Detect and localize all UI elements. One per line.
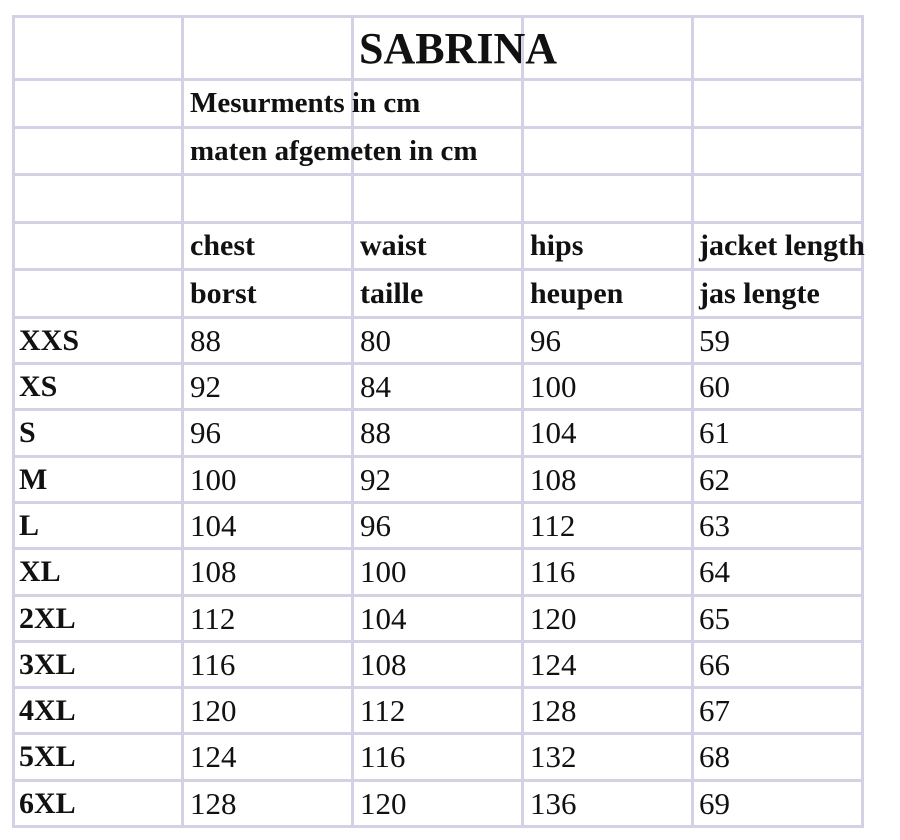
size-label: 6XL — [19, 787, 76, 820]
table-cell: 112 — [530, 508, 576, 543]
table-cell: 116 — [360, 739, 406, 774]
table-cell: 120 — [360, 786, 407, 821]
table-cell: 112 — [360, 693, 406, 728]
table-cell: 124 — [530, 647, 577, 682]
table-cell: 100 — [530, 369, 577, 404]
size-label: 5XL — [19, 740, 76, 773]
column-header-borst: borst — [190, 277, 257, 310]
grid-line — [12, 594, 864, 597]
grid-line — [12, 732, 864, 735]
table-cell: 92 — [190, 369, 221, 404]
table-cell: 68 — [699, 739, 730, 774]
table-cell: 66 — [699, 647, 730, 682]
table-cell: 108 — [360, 647, 407, 682]
table-cell: 88 — [360, 415, 391, 450]
table-cell: 65 — [699, 601, 730, 636]
column-header-taille: taille — [360, 277, 424, 310]
table-cell: 60 — [699, 369, 730, 404]
grid-line — [12, 221, 864, 224]
table-cell: 80 — [360, 323, 391, 358]
table-cell: 59 — [699, 323, 730, 358]
table-cell: 92 — [360, 462, 391, 497]
table-cell: 112 — [190, 601, 236, 636]
column-header-hips: hips — [530, 229, 584, 262]
table-cell: 104 — [190, 508, 237, 543]
grid-line — [12, 408, 864, 411]
grid-line — [12, 547, 864, 550]
grid-line — [12, 686, 864, 689]
table-cell: 100 — [360, 554, 407, 589]
table-cell: 69 — [699, 786, 730, 821]
table-cell: 100 — [190, 462, 237, 497]
grid-line — [12, 455, 864, 458]
table-cell: 116 — [190, 647, 236, 682]
table-cell: 96 — [360, 508, 391, 543]
grid-line — [521, 15, 524, 826]
grid-line — [12, 779, 864, 782]
grid-line — [12, 501, 864, 504]
table-cell: 104 — [360, 601, 407, 636]
table-cell: 62 — [699, 462, 730, 497]
grid-line — [12, 173, 864, 176]
column-header-jas-lengte: jas lengte — [699, 277, 820, 310]
table-cell: 64 — [699, 554, 730, 589]
subtitle-english: Mesurments in cm — [190, 87, 421, 119]
grid-line — [12, 78, 864, 81]
grid-line — [12, 640, 864, 643]
table-cell: 96 — [530, 323, 561, 358]
grid-line — [12, 825, 864, 828]
table-cell: 84 — [360, 369, 391, 404]
size-label: 3XL — [19, 648, 76, 681]
grid-line — [12, 15, 15, 826]
column-header-heupen: heupen — [530, 277, 624, 310]
table-cell: 88 — [190, 323, 221, 358]
size-label: 4XL — [19, 694, 76, 727]
table-cell: 63 — [699, 508, 730, 543]
size-label: M — [19, 463, 48, 496]
table-cell: 132 — [530, 739, 577, 774]
size-label: 2XL — [19, 602, 76, 635]
grid-line — [12, 268, 864, 271]
grid-line — [861, 15, 864, 826]
grid-line — [12, 316, 864, 319]
page-title: SABRINA — [359, 24, 558, 73]
grid-line — [691, 15, 694, 826]
table-cell: 96 — [190, 415, 221, 450]
table-cell: 128 — [190, 786, 237, 821]
table-cell: 124 — [190, 739, 237, 774]
column-header-jacket-length: jacket length — [699, 229, 865, 262]
grid-line — [12, 362, 864, 365]
table-cell: 104 — [530, 415, 577, 450]
table-cell: 108 — [190, 554, 237, 589]
table-cell: 120 — [190, 693, 237, 728]
column-header-chest: chest — [190, 229, 255, 262]
table-cell: 120 — [530, 601, 577, 636]
size-label: XXS — [19, 324, 80, 357]
table-cell: 136 — [530, 786, 577, 821]
size-label: L — [19, 509, 40, 542]
size-label: XL — [19, 555, 61, 588]
subtitle-dutch: maten afgemeten in cm — [190, 135, 478, 167]
grid-line — [12, 126, 864, 129]
table-cell: 128 — [530, 693, 577, 728]
table-cell: 67 — [699, 693, 730, 728]
grid-line — [12, 15, 864, 18]
size-label: S — [19, 416, 36, 449]
column-header-waist: waist — [360, 229, 427, 262]
table-cell: 116 — [530, 554, 576, 589]
table-cell: 61 — [699, 415, 730, 450]
grid-line — [181, 15, 184, 826]
table-cell: 108 — [530, 462, 577, 497]
size-label: XS — [19, 370, 58, 403]
